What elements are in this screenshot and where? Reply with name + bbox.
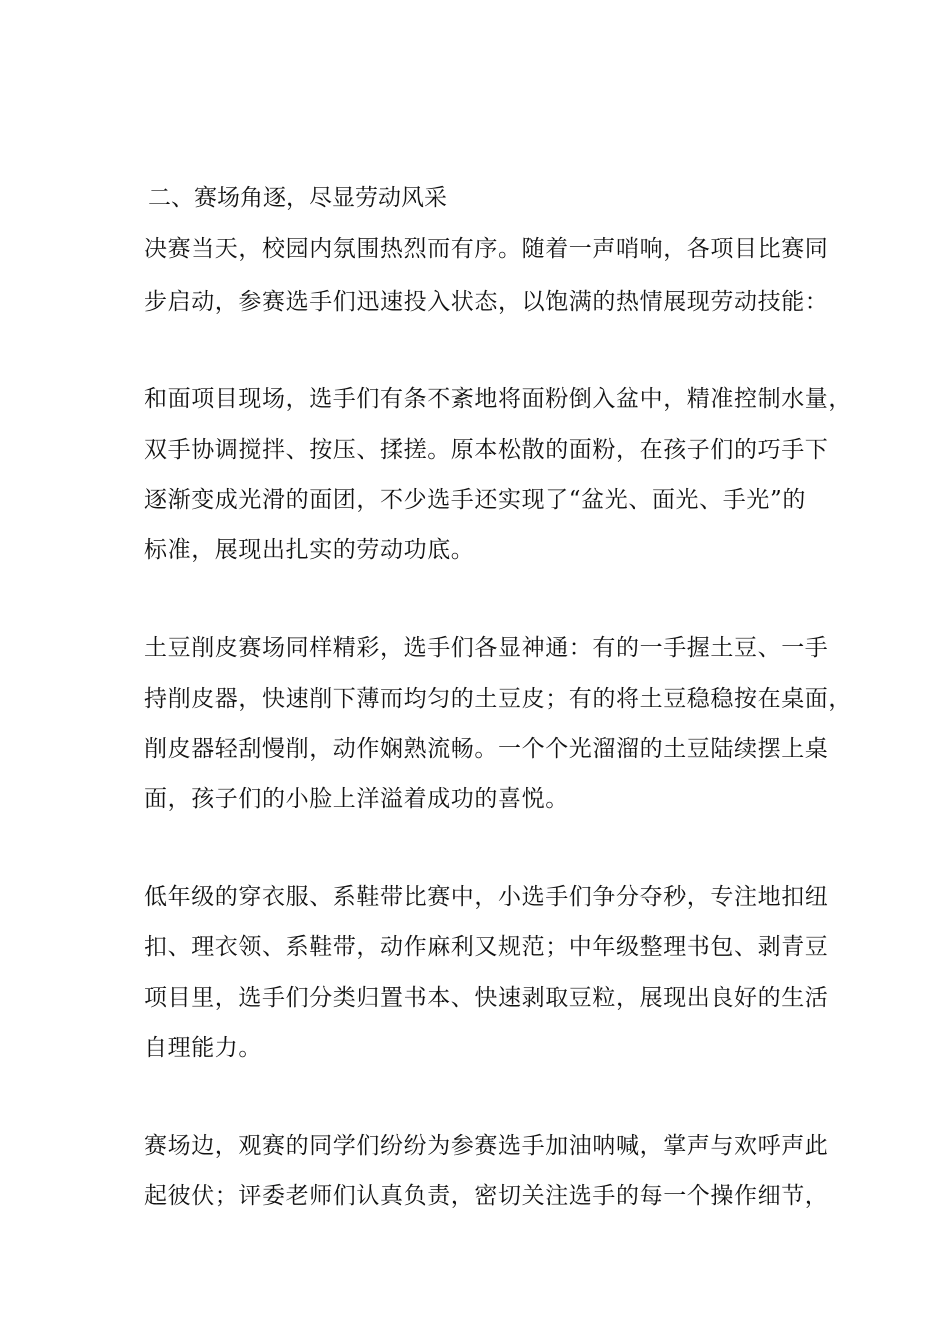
paragraph-line: 面，孩子们的小脸上洋溢着成功的喜悦。 (144, 786, 569, 812)
paragraph-line: 逐渐变成光滑的面团，不少选手还实现了“盆光、面光、手光”的 (144, 487, 806, 513)
paragraph-line: 自理能力。 (144, 1035, 262, 1061)
paragraph-line: 项目里，选手们分类归置书本、快速剥取豆粒，展现出良好的生活 (144, 985, 829, 1011)
paragraph-line: 削皮器轻刮慢削，动作娴熟流畅。一个个光溜溜的土豆陆续摆上桌 (144, 736, 829, 762)
paragraph-line: 低年级的穿衣服、系鞋带比赛中，小选手们争分夺秒，专注地扣纽 (144, 884, 829, 910)
paragraph-line: 起彼伏；评委老师们认真负责，密切关注选手的每一个操作细节， (144, 1183, 829, 1209)
paragraph-line: 步启动，参赛选手们迅速投入状态，以饱满的热情展现劳动技能： (144, 289, 829, 315)
paragraph-line: 标准，展现出扎实的劳动功底。 (144, 537, 475, 563)
paragraph-line: 扣、理衣领、系鞋带，动作麻利又规范；中年级整理书包、剥青豆 (144, 934, 829, 960)
paragraph-line: 和面项目现场，选手们有条不紊地将面粉倒入盆中，精准控制水量， (144, 386, 852, 412)
paragraph-line: 赛场边，观赛的同学们纷纷为参赛选手加油呐喊，掌声与欢呼声此 (144, 1133, 829, 1159)
section-heading: 二、赛场角逐，尽显劳动风采 (148, 185, 447, 211)
paragraph-line: 持削皮器，快速削下薄而均匀的土豆皮；有的将土豆稳稳按在桌面， (144, 686, 852, 712)
paragraph-line: 决赛当天，校园内氛围热烈而有序。随着一声哨响，各项目比赛同 (144, 236, 829, 262)
paragraph-line: 双手协调搅拌、按压、揉搓。原本松散的面粉，在孩子们的巧手下 (144, 437, 829, 463)
paragraph-line: 土豆削皮赛场同样精彩，选手们各显神通：有的一手握土豆、一手 (144, 635, 829, 661)
